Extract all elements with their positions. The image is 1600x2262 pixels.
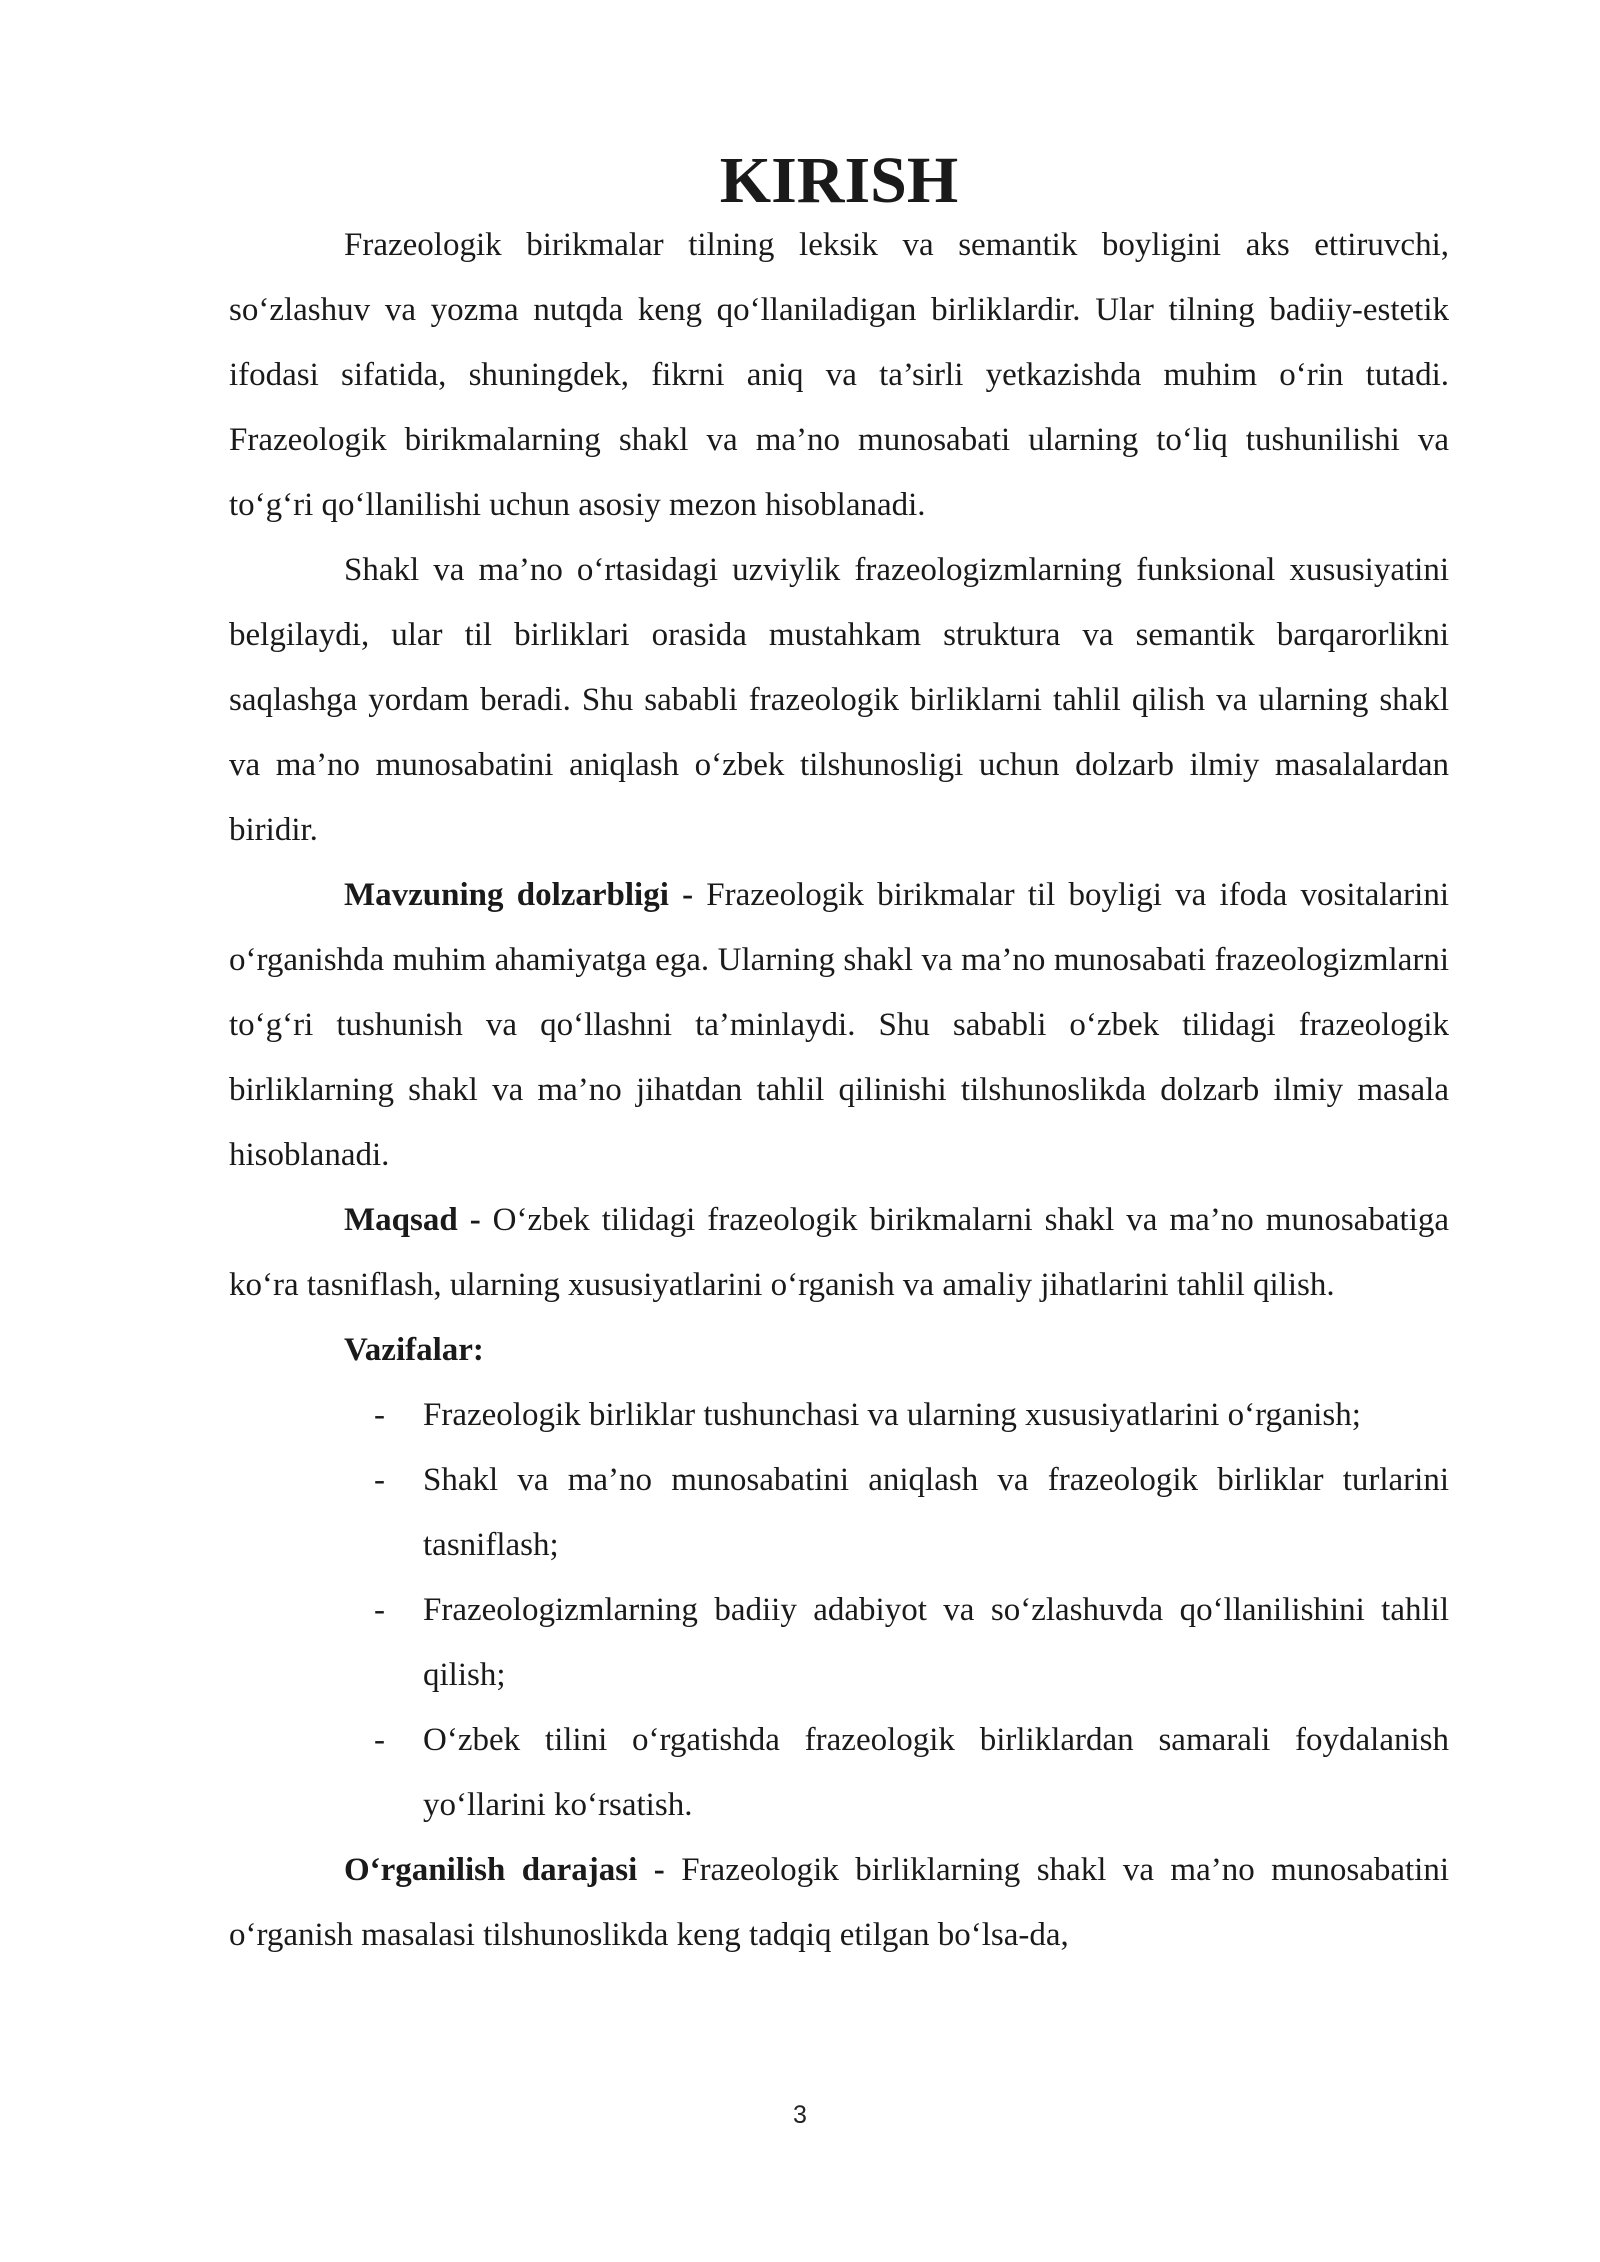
list-item bbox=[374, 1708, 1449, 1838]
relevance-text: Frazeologik birikmalar til boyligi va ifoda vositalarini o‘rganishda muhim ahamiyatga ega. Ularning shakl va ma’no munosabati frazeologizmlarni to‘g‘ri tushunish va qo‘llashni ta’minlaydi. Shu sababli o‘zbek tilidagi frazeologik birliklarning shakl va ma’no jihatdan tahlil qilinishi tilshunoslikda dolzarb ilmiy masala hisoblanadi. bbox=[229, 877, 1450, 1173]
page-number: 3 bbox=[793, 2101, 807, 2129]
study-level-label: O‘rganilish darajasi - bbox=[344, 1852, 665, 1888]
study-level-text: Frazeologik birliklarning shakl va ma’no munosabatini o‘rganish masalasi tilshunoslikda keng tadqiq etilgan bo‘lsa-da, bbox=[229, 1852, 1449, 1953]
intro-paragraph-1: Frazeologik birikmalar tilning leksik va semantik boyligini aks ettiruvchi, so‘zlashuv va yozma nutqda keng qo‘llaniladigan birliklardir. Ular tilning badiiy-estetik ifodasi sifatida, shuningdek, fikrni aniq va ta’sirli yetkazishda muhim o‘rin tutadi. Frazeologik birikmalarning shakl va ma’no munosabati ularning to‘liq tushunilishi va to‘g‘ri qo‘llanilishi uchun asosiy mezon hisoblanadi. bbox=[229, 227, 1449, 523]
tasks-list bbox=[229, 1383, 1449, 1838]
relevance-label: Mavzuning dolzarbligi - bbox=[344, 877, 694, 913]
goal-label: Maqsad - bbox=[344, 1202, 481, 1238]
list-item bbox=[374, 1383, 1449, 1448]
tasks-heading: Vazifalar: bbox=[344, 1332, 484, 1368]
goal-text: O‘zbek tilidagi frazeologik birikmalarni shakl va ma’no munosabatiga ko‘ra tasniflash, ularning xususiyatlarini o‘rganish va amaliy jihatlarini tahlil qilish. bbox=[229, 1202, 1450, 1303]
list-item-text: Frazeologik birliklar tushunchasi va ularning xususiyatlarini o‘rganish; bbox=[423, 1397, 1361, 1433]
intro-paragraph-2: Shakl va ma’no o‘rtasidagi uzviylik frazeologizmlarning funksional xususiyatini belgilaydi, ular til birliklari orasida mustahkam struktura va semantik barqarorlikni saqlashga yordam beradi. Shu sababli frazeologik birliklarni tahlil qilish va ularning shakl va ma’no munosabatini aniqlash o‘zbek tilshunosligi uchun dolzarb ilmiy masalalardan biridir. bbox=[229, 552, 1449, 848]
list-bullet: - bbox=[374, 1462, 385, 1498]
list-item-text: Frazeologizmlarning badiiy adabiyot va so‘zlashuvda qo‘llanilishini tahlil qilish; bbox=[423, 1592, 1449, 1693]
study-level-paragraph bbox=[229, 1838, 1449, 1968]
list-item bbox=[374, 1448, 1449, 1578]
list-bullet: - bbox=[374, 1722, 385, 1758]
relevance-paragraph bbox=[229, 863, 1449, 1188]
list-bullet: - bbox=[374, 1397, 385, 1433]
section-title: KIRISH bbox=[719, 144, 959, 217]
list-bullet: - bbox=[374, 1592, 385, 1628]
list-item-text: Shakl va ma’no munosabatini aniqlash va frazeologik birliklar turlarini tasniflash; bbox=[423, 1462, 1449, 1563]
document-page bbox=[229, 144, 1450, 1968]
list-item-text: O‘zbek tilini o‘rgatishda frazeologik birliklardan samarali foydalanish yo‘llarini ko‘rsatish. bbox=[423, 1722, 1449, 1823]
list-item bbox=[374, 1578, 1449, 1708]
goal-paragraph bbox=[229, 1188, 1449, 1318]
